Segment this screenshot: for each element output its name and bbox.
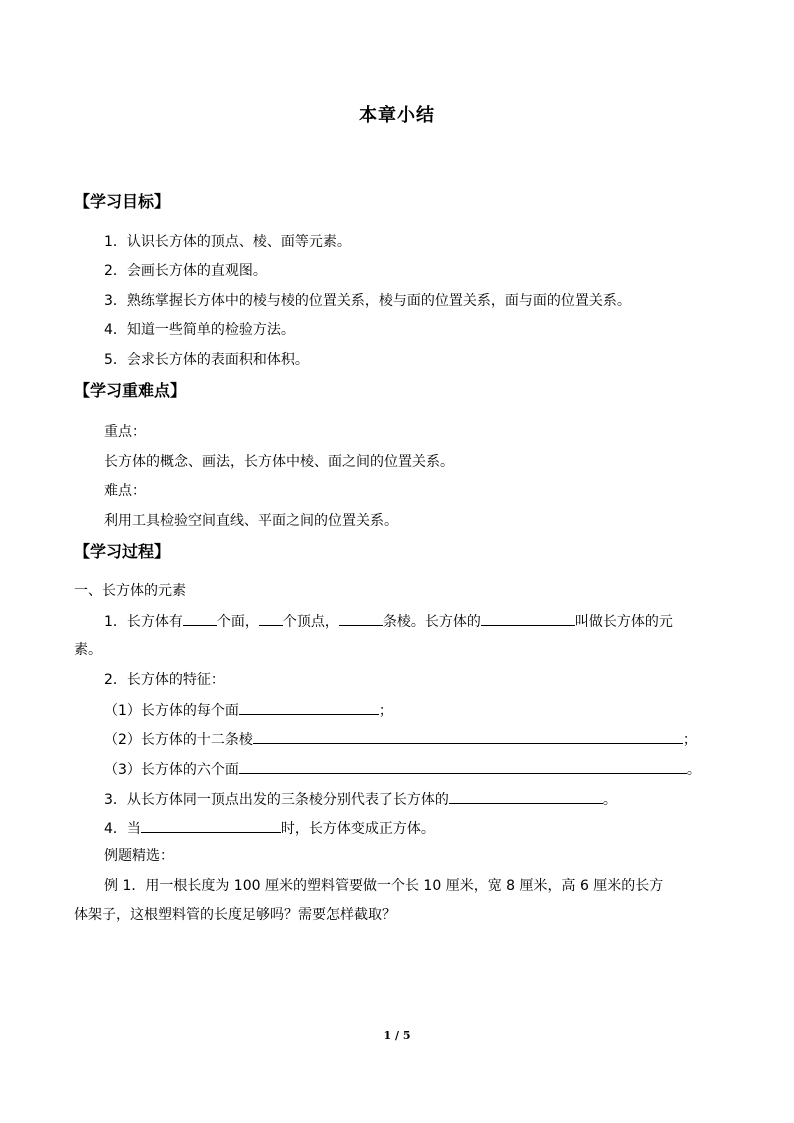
question-2-1 <box>104 700 393 721</box>
question-text: ； <box>378 703 393 719</box>
key-label: 重点： <box>104 424 146 440</box>
example-1-line-1: 例 1．用一根长度为 100 厘米的塑料管要做一个长 10 厘米，宽 8 厘米，高 6 厘米的长方 <box>104 878 664 894</box>
answer-blank[interactable] <box>449 789 603 804</box>
question-text: 时，长方体变成正方体。 <box>280 821 435 837</box>
question-text: 。 <box>686 762 701 778</box>
answer-blank[interactable] <box>239 759 687 774</box>
question-1 <box>104 611 673 632</box>
question-text: （1）长方体的每个面 <box>104 703 239 719</box>
page-number: 1 / 5 <box>383 1029 411 1042</box>
question-text: 3．从长方体同一顶点出发的三条棱分别代表了长方体的 <box>104 792 449 808</box>
difficult-text: 利用工具检验空间直线、平面之间的位置关系。 <box>104 513 398 529</box>
question-text: （2）长方体的十二条棱 <box>104 732 253 748</box>
question-text: 。 <box>602 792 617 808</box>
page-title: 本章小结 <box>359 105 435 126</box>
answer-blank[interactable] <box>239 700 379 715</box>
question-1-continued: 素。 <box>74 642 102 658</box>
goals-heading: 【学习目标】 <box>74 192 171 211</box>
question-4 <box>104 818 435 839</box>
example-1-line-2: 体架子，这根塑料管的长度足够吗？需要怎样截取？ <box>74 907 396 923</box>
question-2-3 <box>104 759 701 780</box>
question-2: 2．长方体的特征： <box>104 672 225 688</box>
question-2-2 <box>104 729 697 750</box>
answer-blank[interactable] <box>253 729 683 744</box>
process-heading: 【学习过程】 <box>74 542 171 561</box>
goal-item: 5．会求长方体的表面积和体积。 <box>104 352 309 368</box>
answer-blank[interactable] <box>481 611 575 626</box>
difficult-label: 难点： <box>104 483 146 499</box>
question-text: 条棱。长方体的 <box>382 614 481 630</box>
goal-item: 4．知道一些简单的检验方法。 <box>104 322 295 338</box>
key-text: 长方体的概念、画法，长方体中棱、面之间的位置关系。 <box>104 454 454 470</box>
answer-blank[interactable] <box>183 611 217 626</box>
question-text: 4．当 <box>104 821 141 837</box>
examples-label: 例题精选： <box>104 848 174 864</box>
question-text: ； <box>682 732 697 748</box>
question-text: 1．长方体有 <box>104 614 183 630</box>
question-text: （3）长方体的六个面 <box>104 762 239 778</box>
question-3 <box>104 789 617 810</box>
question-text: 叫做长方体的元 <box>574 614 673 630</box>
goal-item: 2．会画长方体的直观图。 <box>104 263 267 279</box>
goal-item: 1．认识长方体的顶点、棱、面等元素。 <box>104 234 351 250</box>
section-subheading: 一、长方体的元素 <box>74 583 186 599</box>
answer-blank[interactable] <box>141 818 281 833</box>
answer-blank[interactable] <box>259 611 283 626</box>
goal-item: 3．熟练掌握长方体中的棱与棱的位置关系，棱与面的位置关系，面与面的位置关系。 <box>104 293 631 309</box>
question-text: 个顶点， <box>282 614 339 630</box>
key-points-heading: 【学习重难点】 <box>74 381 187 400</box>
answer-blank[interactable] <box>339 611 383 626</box>
question-text: 个面， <box>216 614 259 630</box>
